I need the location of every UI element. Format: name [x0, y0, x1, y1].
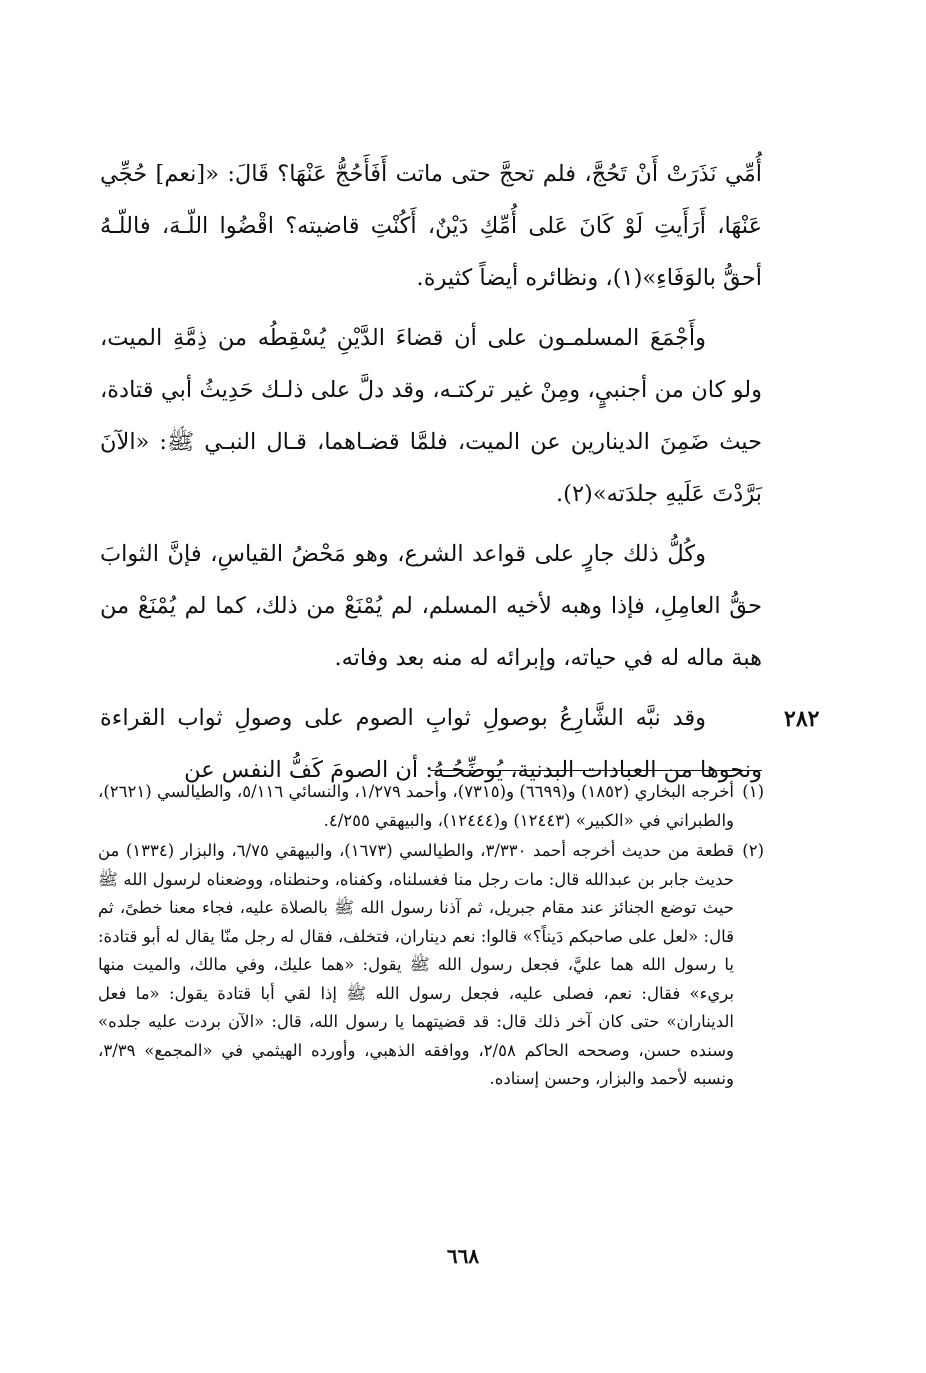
- paragraph-3: وكُلُّ ذلك جارٍ على قواعد الشرع، وهو مَحْضُ القياسِ، فإنَّ الثوابَ حقُّ العامِلِ، فإذا وهبه لأخيه المسلم، لم يُمْنَعْ من ذلك، كما لم يُمْنَعْ من هبة ماله له في حياته، وإبرائه له منه بعد وفاته.: [100, 541, 762, 671]
- paragraph-4: وقد نبَّه الشَّارِعُ بوصولِ ثوابِ الصوم على وصولِ ثواب القراءة ونحوها من العبادات البدنية، يُوضِّحُـهُ: أن الصومَ كَفُّ النفس عن: [100, 705, 762, 783]
- paragraph-1: أُمِّي نَذَرَتْ أَنْ تَحُجَّ، فلم تحجَّ حتى ماتت أَفَأَحُجُّ عَنْهَا؟ قَالَ: «[نعم] حُجِّي عَنْهَا، أَرَأَيتِ لَوْ كَانَ عَلى أُمِّكِ دَيْنٌ، أَكُنْتِ قاضيته؟ اقْضُوا اللّـهَ، فاللّـهُ أحقُّ بالوَفَاءِ»(١)، ونظائره أيضاً كثيرة.: [100, 161, 762, 291]
- footnote-text: أخرجه البخاري (١٨٥٢) و(٦٦٩٩) و(٧٣١٥)، وأحمد ١/٢٧٩، والنسائي ٥/١١٦، والطيالسي (٢٦٢١)، والطبراني في «الكبير» (١٢٤٤٣) و(١٢٤٤٤)، والبيهقي ٤/٢٥٥.: [98, 782, 734, 830]
- page-number: ٦٦٨: [446, 1244, 480, 1268]
- footnote-number: (٢): [742, 841, 764, 860]
- paragraph-2: وأَجْمَعَ المسلمـون على أن قضاءَ الدَّيْنِ يُسْقِطُه من ذِمَّةِ الميت، ولو كان من أجنبيٍ، ومِنْ غير تركتـه، وقد دلَّ على ذلـك حَدِيثُ أبي قتادة، حيث ضَمِنَ الدينارين عن الميت، فلمَّا قضـاهما، قـال النبـي ﷺ: «الآنَ بَرَّدْتَ عَلَيهِ جلدَته»(٢).: [100, 325, 762, 507]
- footnotes: [98, 778, 764, 1096]
- footnote-1: [98, 778, 764, 835]
- footnote-separator: [430, 770, 762, 771]
- margin-page-reference: ٢٨٢: [784, 706, 820, 732]
- footnote-number: (١): [742, 782, 764, 801]
- footnote-2: [98, 837, 764, 1094]
- footnote-text: قطعة من حديث أخرجه أحمد ٣/٣٣٠، والطيالسي (١٦٧٣)، والبيهقي ٦/٧٥، والبزار (١٣٣٤) من حديث جابر بن عبدالله قال: مات رجل منا فغسلناه، وكفناه، وحنطناه، ووضعناه لرسول الله ﷺ حيث توضع الجنائز عند مقام جبريل، ثم آذنا رسول الله ﷺ بالصلاة عليه، فجاء معنا خطىً، ثم قال: «لعل على صاحبكم دَيناً؟» قالوا: نعم ديناران، فتخلف، فقال له رجل منّا يقال له أبو قتادة: يا رسول الله هما عليَّ، فجعل رسول الله ﷺ يقول: «هما عليك، وفي مالك، والميت منها بريء» فقال: نعم، فصلى عليه، فجعل رسول الله ﷺ إذا لقي أبا قتادة يقول: «ما فعل الديناران» حتى كان آخر ذلك قال: قد قضيتهما يا رسول الله، قال: «الآن بردت عليه جلده» وسنده حسن، وصححه الحاكم ٢/٥٨، ووافقه الذهبي، وأورده الهيثمي في «المجمع» ٣/٣٩، ونسبه لأحمد والبزار، وحسن إسناده.: [98, 841, 735, 1088]
- main-text: [100, 148, 762, 796]
